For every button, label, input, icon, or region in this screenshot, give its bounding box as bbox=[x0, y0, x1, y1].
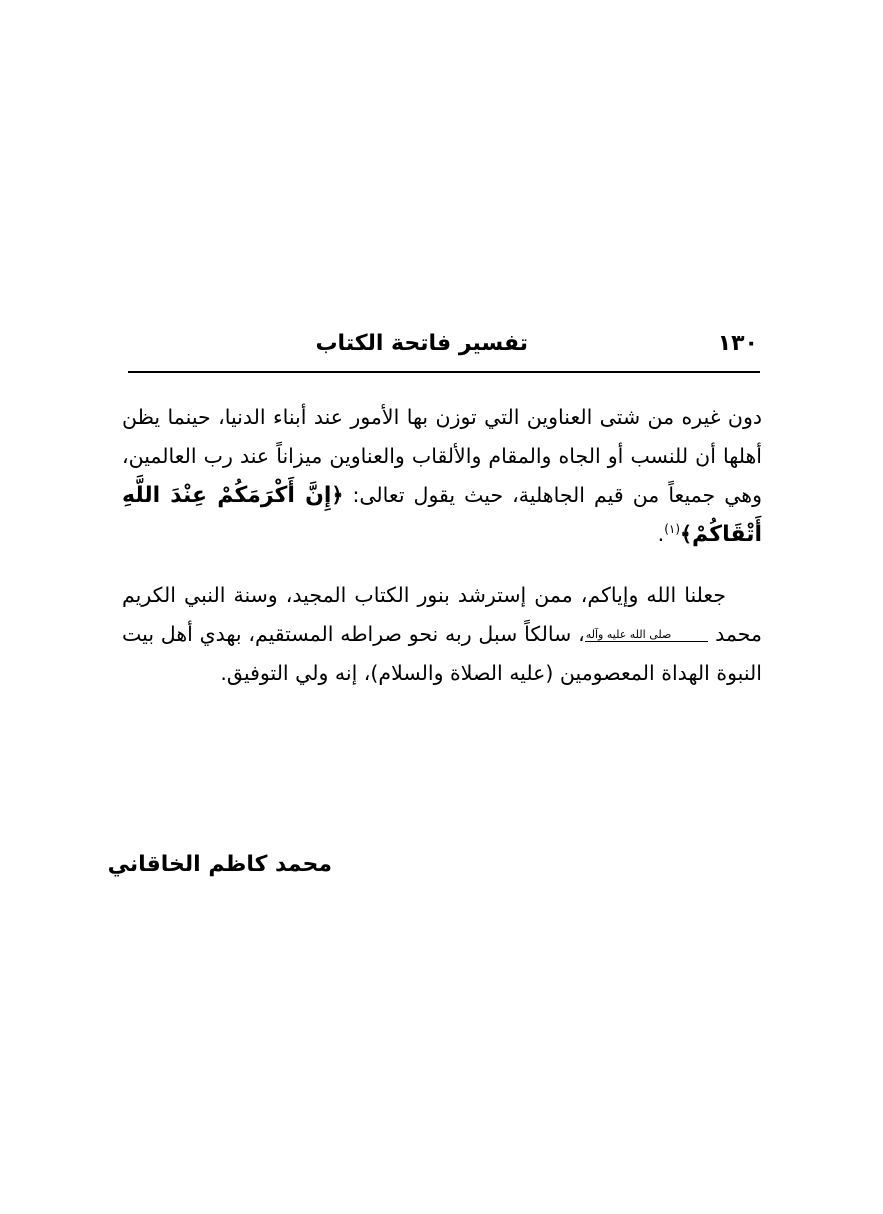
verse-open-bracket: ﴿ bbox=[331, 483, 344, 507]
page-header bbox=[128, 326, 758, 362]
paragraph-1 bbox=[122, 398, 762, 554]
footnote-ref: (١) bbox=[664, 522, 681, 537]
quran-verse: إِنَّ أَكْرَمَكُمْ عِنْدَ اللَّهِ أَتْقَاكُمْ bbox=[122, 483, 762, 547]
paragraph-1-end: . bbox=[657, 522, 665, 546]
honorific-glyph: صلى الله عليه وآله bbox=[585, 629, 709, 642]
author-signature: محمد كاظم الخاقاني bbox=[107, 852, 332, 877]
header-rule bbox=[128, 371, 760, 373]
paragraph-2-text-before: جعلنا الله وإياكم، ممن إسترشد بنور الكتاب المجيد، وسنة النبي الكريم محمد bbox=[122, 583, 762, 646]
paragraph-2 bbox=[122, 576, 762, 693]
running-title: تفسير فاتحة الكتاب bbox=[315, 331, 528, 356]
verse-close-bracket: ﴾ bbox=[680, 522, 693, 546]
paragraph-2-text-after: ، سالكاً سبل ربه نحو صراطه المستقيم، بهدي أهل بيت النبوة الهداة المعصومين (عليه الصلاة والسلام)، إنه ولي التوفيق. bbox=[122, 622, 762, 685]
page-number: ١٣٠ bbox=[717, 331, 758, 356]
body-text bbox=[122, 398, 762, 693]
paragraph-1-text: دون غيره من شتى العناوين التي توزن بها الأمور عند أبناء الدنيا، حينما يظن أهلها أن للنسب أو الجاه والمقام والألقاب والعناوين ميزاناً عند رب العالمين، وهي جميعاً من قيم الجاهلية، حيث يقول تعالى: bbox=[122, 405, 762, 507]
